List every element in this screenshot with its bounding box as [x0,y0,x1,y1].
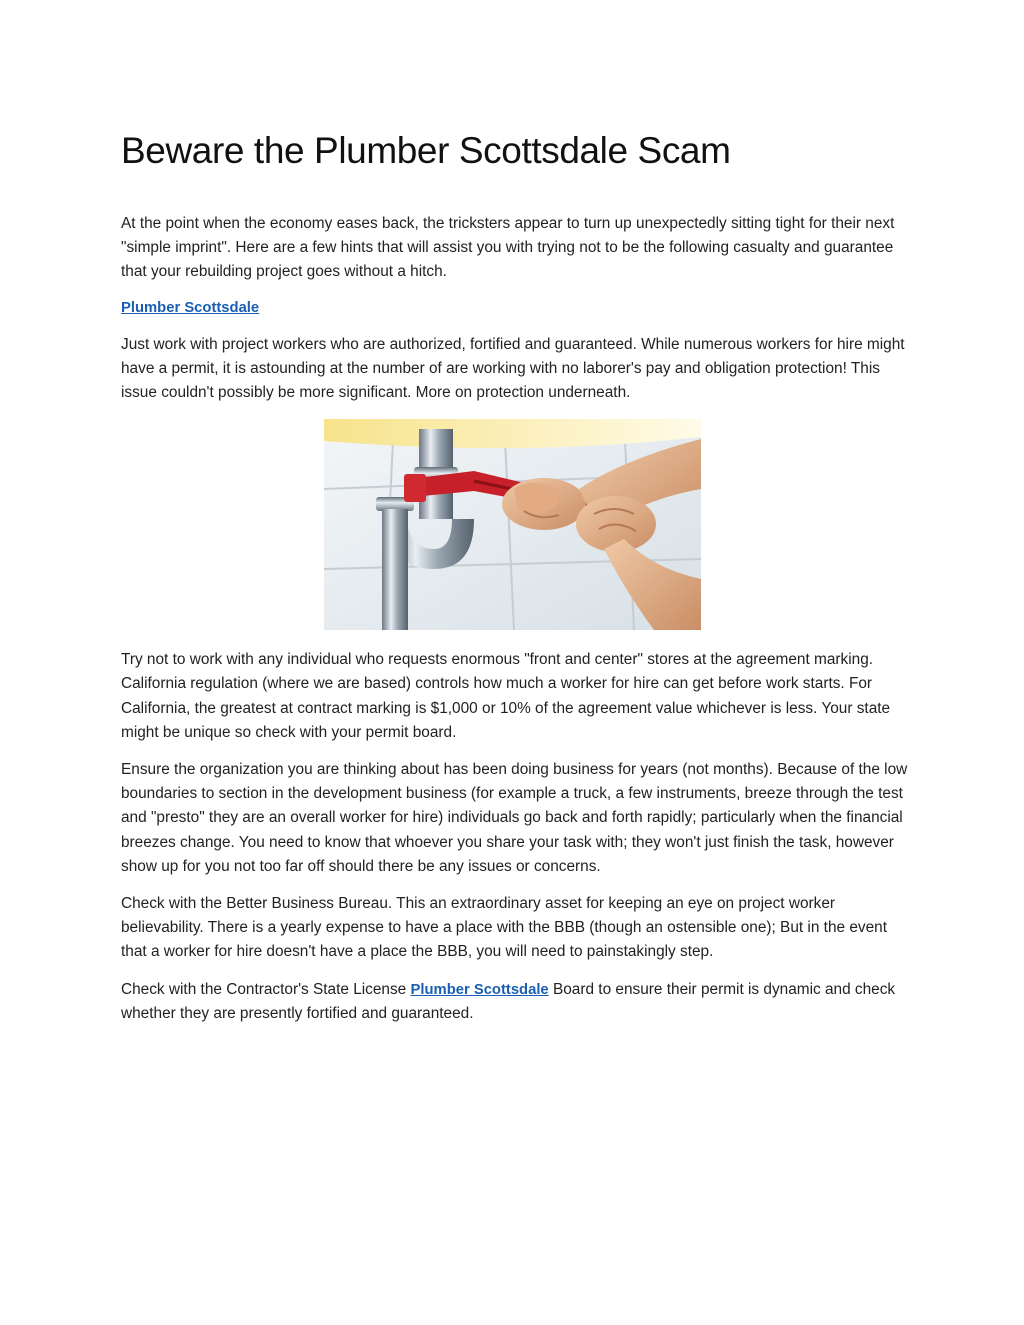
plumber-scottsdale-link[interactable]: Plumber Scottsdale [121,299,260,316]
license-text-before: Check with the Contractor's State License [121,980,411,998]
plumber-photo [324,419,701,630]
intro-paragraph: At the point when the economy eases back, the tricksters appear to turn up unexpectedly sitting tight for their next "simple imprint". Here are a few hints that will assist you with trying not to be the following casualty and guarantee that your rebuilding project goes without a hitch. [121,215,895,281]
license-text-after: Board to ensure their permit is dynamic and check whether they are presently fortified and guaranteed. [121,980,896,1022]
wrench-pipe-icon [324,419,701,630]
workers-paragraph: Just work with project workers who are authorized, fortified and guaranteed. While numerous workers for hire might have a permit, it is astounding at the number of are working with no laborer's pay and obligation protection! This issue couldn't possibly be more significant. More on protection underneath. [121,335,905,402]
page-title: Beware the Plumber Scottsdale Scam [121,130,731,171]
years-paragraph: Ensure the organization you are thinking about has been doing business for years (not months). Because of the low boundaries to section in the development business (for example a truck, a few instruments, breeze through the test and "presto" they are an overall worker for hire) individuals go back and forth rapidly; particularly when the financial breezes change. You need to know that whoever you share your task with; they won't just finish the task, however show up for you not too far off should there be any issues or concerns. [121,761,908,875]
top-link-line [121,296,911,320]
license-paragraph [121,978,911,1026]
bbb-paragraph: Check with the Better Business Bureau. This an extraordinary asset for keeping an eye on project worker believability. There is a yearly expense to have a place with the BBB (though an ostensible one); But in the event that a worker for hire doesn't have a place the BBB, you will need to painstakingly step. [121,895,888,961]
document-page [121,126,911,1026]
plumber-scottsdale-inline-link[interactable]: Plumber Scottsdale [410,981,549,998]
deposit-paragraph: Try not to work with any individual who requests enormous "front and center" stores at the agreement marking. California regulation (where we are based) controls how much a worker for hire can get before work starts. For California, the greatest at contract marking is $1,000 or 10% of the agreement value whichever is less. Your state might be unique so check with your permit board. [121,651,891,741]
